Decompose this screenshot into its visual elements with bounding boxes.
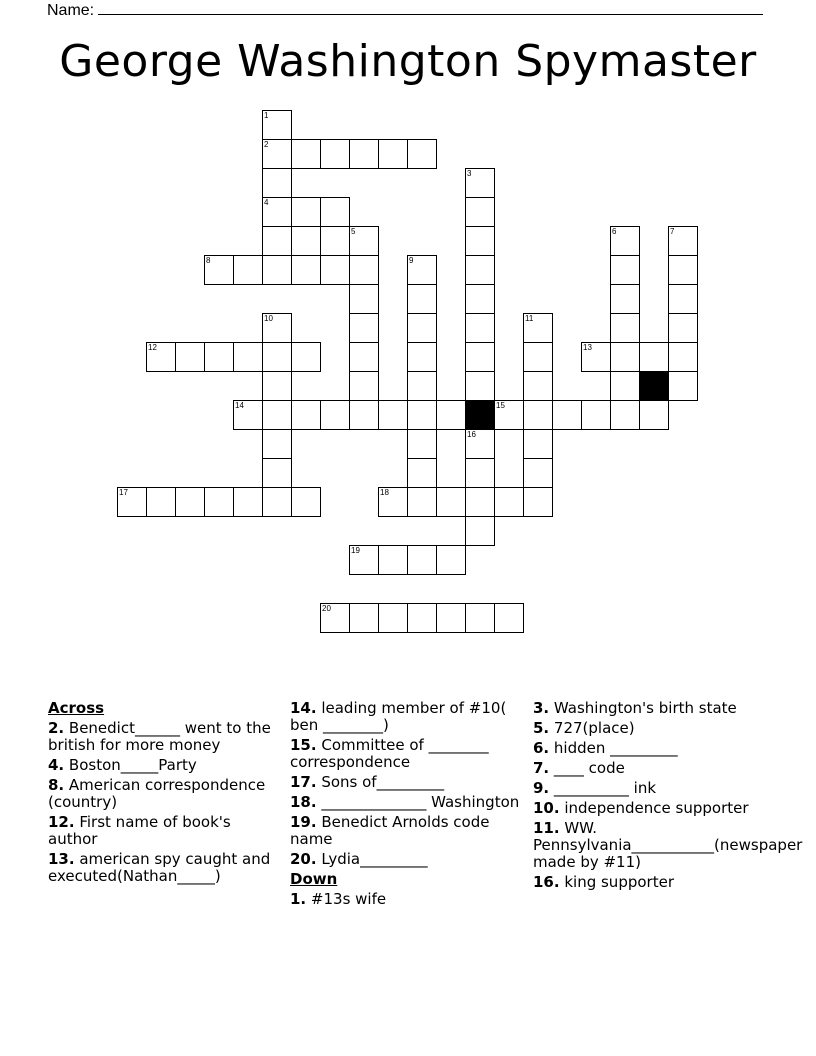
crossword-cell[interactable] — [436, 603, 466, 633]
clue-number: 12 — [148, 343, 157, 352]
crossword-cell[interactable] — [465, 255, 495, 285]
crossword-cell[interactable] — [436, 400, 466, 430]
crossword-cell[interactable] — [291, 400, 321, 430]
crossword-cell[interactable] — [668, 255, 698, 285]
clue-down-1: 1. #13s wife — [290, 890, 387, 908]
clue-number: 8 — [206, 256, 211, 265]
crossword-cell[interactable] — [668, 342, 698, 372]
crossword-cell[interactable] — [204, 342, 234, 372]
crossword-cell[interactable] — [262, 342, 292, 372]
crossword-cell[interactable] — [378, 545, 408, 575]
clue-across-17: 17. Sons of_________ — [290, 773, 445, 791]
clue-number: 5 — [351, 227, 356, 236]
crossword-cell[interactable] — [262, 255, 292, 285]
crossword-cell[interactable] — [349, 139, 379, 169]
crossword-cell[interactable] — [349, 255, 379, 285]
clue-number: 19 — [351, 546, 360, 555]
crossword-cell[interactable] — [465, 168, 495, 198]
crossword-cell[interactable] — [523, 371, 553, 401]
clue-number: 20 — [322, 604, 331, 613]
clue-across-8: 8. American correspondence (country) — [48, 776, 266, 811]
crossword-cell[interactable] — [349, 371, 379, 401]
clue-down-6: 6. hidden _________ — [533, 739, 678, 757]
clue-across-18: 18. ______________ Washington — [290, 793, 520, 811]
crossword-cell[interactable] — [262, 371, 292, 401]
clue-number: 15 — [496, 401, 505, 410]
crossword-cell[interactable] — [349, 342, 379, 372]
crossword-cell[interactable] — [262, 458, 292, 488]
clue-across-12: 12. First name of book's author — [48, 813, 231, 848]
crossword-cell[interactable] — [407, 603, 437, 633]
crossword-cell[interactable] — [465, 371, 495, 401]
clue-number: 6 — [612, 227, 617, 236]
clue-across-4: 4. Boston_____Party — [48, 756, 197, 774]
crossword-cell[interactable] — [668, 284, 698, 314]
clue-across-20: 20. Lydia_________ — [290, 850, 428, 868]
crossword-cell[interactable] — [465, 429, 495, 459]
crossword-cell[interactable] — [465, 284, 495, 314]
crossword-cell[interactable] — [523, 313, 553, 343]
clue-down-5: 5. 727(place) — [533, 719, 635, 737]
clue-column-3 — [533, 700, 816, 894]
crossword-cell[interactable] — [436, 545, 466, 575]
crossword-cell[interactable] — [610, 313, 640, 343]
crossword-cell[interactable] — [291, 226, 321, 256]
crossword-cell[interactable] — [494, 400, 524, 430]
clue-down-10: 10. independence supporter — [533, 799, 749, 817]
crossword-cell[interactable] — [610, 226, 640, 256]
crossword-cell[interactable] — [349, 226, 379, 256]
clue-down-11: 11. WW. Pennsylvania___________(newspaper made by #11) — [533, 819, 803, 871]
clue-down-3: 3. Washington's birth state — [533, 700, 737, 717]
crossword-block — [639, 371, 669, 401]
page-title: George Washington Spymaster — [59, 36, 757, 87]
clue-across-13: 13. american spy caught and executed(Nathan_____) — [48, 850, 271, 885]
crossword-cell[interactable] — [291, 255, 321, 285]
clue-down-7: 7. ____ code — [533, 759, 625, 777]
crossword-cell[interactable] — [465, 197, 495, 227]
clue-across-15: 15. Committee of ________ correspondence — [290, 736, 489, 771]
crossword-cell[interactable] — [349, 603, 379, 633]
crossword-cell[interactable] — [668, 313, 698, 343]
crossword-cell[interactable] — [610, 284, 640, 314]
clue-number: 18 — [380, 488, 389, 497]
crossword-cell[interactable] — [523, 342, 553, 372]
crossword-cell[interactable] — [262, 429, 292, 459]
crossword-cell[interactable] — [523, 429, 553, 459]
crossword-cell[interactable] — [320, 139, 350, 169]
crossword-cell[interactable] — [117, 487, 147, 517]
crossword-cell[interactable] — [349, 545, 379, 575]
crossword-cell[interactable] — [262, 226, 292, 256]
across-heading: Across — [48, 699, 105, 717]
crossword-cell[interactable] — [407, 313, 437, 343]
crossword-cell[interactable] — [291, 139, 321, 169]
crossword-cell[interactable] — [523, 400, 553, 430]
crossword-cell[interactable] — [233, 400, 263, 430]
crossword-cell[interactable] — [320, 255, 350, 285]
crossword-cell[interactable] — [291, 197, 321, 227]
crossword-cell[interactable] — [320, 197, 350, 227]
crossword-cell[interactable] — [233, 487, 263, 517]
crossword-cell[interactable] — [349, 313, 379, 343]
crossword-cell[interactable] — [320, 226, 350, 256]
crossword-cell[interactable] — [581, 342, 611, 372]
crossword-cell[interactable] — [233, 255, 263, 285]
crossword-cell[interactable] — [668, 226, 698, 256]
clue-number: 13 — [583, 343, 592, 352]
crossword-cell[interactable] — [407, 139, 437, 169]
clue-number: 3 — [467, 169, 472, 178]
crossword-cell[interactable] — [610, 371, 640, 401]
crossword-cell[interactable] — [262, 139, 292, 169]
crossword-cell[interactable] — [407, 255, 437, 285]
crossword-cell[interactable] — [465, 458, 495, 488]
clue-down-16: 16. king supporter — [533, 873, 674, 891]
crossword-cell[interactable] — [494, 603, 524, 633]
crossword-cell[interactable] — [378, 400, 408, 430]
crossword-cell[interactable] — [523, 458, 553, 488]
clue-number: 16 — [467, 430, 476, 439]
clue-column-1 — [48, 700, 278, 888]
clue-column-2 — [290, 700, 525, 911]
crossword-cell[interactable] — [610, 400, 640, 430]
crossword-cell[interactable] — [175, 487, 205, 517]
crossword-cell[interactable] — [204, 487, 234, 517]
crossword-cell[interactable] — [175, 342, 205, 372]
crossword-cell[interactable] — [378, 487, 408, 517]
crossword-cell[interactable] — [581, 400, 611, 430]
crossword-cell[interactable] — [291, 487, 321, 517]
crossword-cell[interactable] — [610, 342, 640, 372]
crossword-cell[interactable] — [465, 516, 495, 546]
clue-number: 9 — [409, 256, 414, 265]
crossword-cell[interactable] — [262, 197, 292, 227]
crossword-cell[interactable] — [407, 429, 437, 459]
crossword-cell[interactable] — [262, 487, 292, 517]
crossword-cell[interactable] — [262, 313, 292, 343]
crossword-cell[interactable] — [378, 139, 408, 169]
crossword-cell[interactable] — [407, 342, 437, 372]
crossword-cell[interactable] — [262, 400, 292, 430]
crossword-cell[interactable] — [639, 342, 669, 372]
crossword-cell[interactable] — [436, 487, 466, 517]
clue-number: 10 — [264, 314, 273, 323]
crossword-cell[interactable] — [465, 313, 495, 343]
crossword-cell[interactable] — [349, 284, 379, 314]
crossword-cell[interactable] — [465, 342, 495, 372]
crossword-cell[interactable] — [407, 458, 437, 488]
clue-number: 4 — [264, 198, 269, 207]
name-label: Name: — [47, 2, 95, 19]
clue-number: 2 — [264, 140, 269, 149]
clue-number: 11 — [525, 314, 534, 323]
crossword-cell[interactable] — [465, 226, 495, 256]
crossword-cell[interactable] — [639, 400, 669, 430]
crossword-block — [465, 400, 495, 430]
crossword-cell[interactable] — [204, 255, 234, 285]
clue-across-19: 19. Benedict Arnolds code name — [290, 813, 490, 848]
crossword-cell[interactable] — [494, 487, 524, 517]
crossword-cell[interactable] — [407, 400, 437, 430]
clue-across-14: 14. leading member of #10( ben ________) — [290, 699, 507, 734]
crossword-cell[interactable] — [610, 255, 640, 285]
crossword-cell[interactable] — [552, 400, 582, 430]
crossword-cell[interactable] — [349, 400, 379, 430]
crossword-cell[interactable] — [262, 110, 292, 140]
crossword-cell[interactable] — [262, 168, 292, 198]
clue-number: 14 — [235, 401, 244, 410]
crossword-cell[interactable] — [320, 400, 350, 430]
crossword-cell[interactable] — [146, 342, 176, 372]
crossword-cell[interactable] — [523, 487, 553, 517]
down-heading: Down — [290, 870, 338, 888]
clue-number: 1 — [264, 111, 269, 120]
crossword-cell[interactable] — [407, 284, 437, 314]
clue-number: 17 — [119, 488, 128, 497]
crossword-cell[interactable] — [291, 342, 321, 372]
crossword-cell[interactable] — [146, 487, 176, 517]
clue-number: 7 — [670, 227, 675, 236]
crossword-cell[interactable] — [233, 342, 263, 372]
crossword-cell[interactable] — [378, 603, 408, 633]
crossword-cell[interactable] — [407, 545, 437, 575]
crossword-cell[interactable] — [668, 371, 698, 401]
crossword-cell[interactable] — [320, 603, 350, 633]
crossword-cell[interactable] — [465, 603, 495, 633]
crossword-cell[interactable] — [407, 487, 437, 517]
crossword-cell[interactable] — [465, 487, 495, 517]
clue-across-2: 2. Benedict______ went to the british for more money — [48, 719, 271, 754]
crossword-cell[interactable] — [407, 371, 437, 401]
clue-down-9: 9. __________ ink — [533, 779, 657, 797]
